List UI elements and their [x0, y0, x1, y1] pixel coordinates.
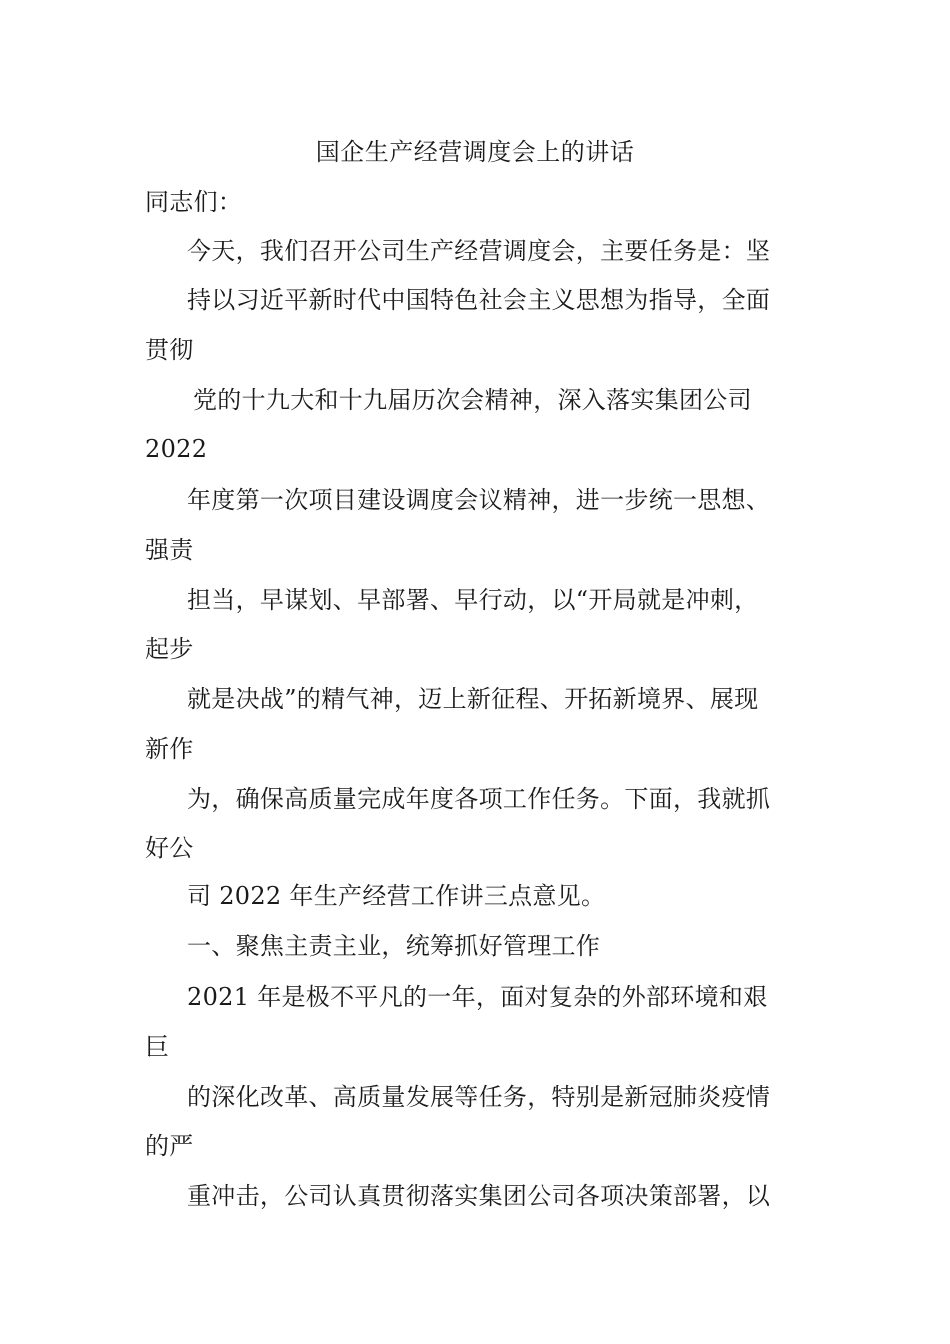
paragraph-line: 的深化改革、高质量发展等任务，特别是新冠肺炎疫情: [187, 1083, 771, 1111]
section-heading: 一、聚焦主责主业，统筹抓好管理工作: [187, 932, 601, 960]
paragraph-line: 担当，早谋划、早部署、早行动，以“开局就是冲刺，: [187, 586, 759, 614]
paragraph-line: 2022: [145, 435, 208, 463]
paragraph-line: 2021 年是极不平凡的一年，面对复杂的外部环境和艰: [187, 983, 768, 1011]
paragraph-line: 司 2022 年生产经营工作讲三点意见。: [187, 882, 606, 910]
paragraph-line: 党的十九大和十九届历次会精神，深入落实集团公司: [193, 386, 752, 414]
paragraph-line: 新作: [145, 735, 194, 763]
paragraph-line: 巨: [145, 1033, 170, 1061]
document-title: 国企生产经营调度会上的讲话: [315, 138, 635, 166]
paragraph-line: 就是决战”的精气神，迈上新征程、开拓新境界、展现: [187, 685, 759, 713]
paragraph-line: 好公: [145, 834, 194, 862]
paragraph-line: 的严: [145, 1132, 194, 1160]
greeting: 同志们：: [145, 188, 243, 216]
paragraph-line: 重冲击，公司认真贯彻落实集团公司各项决策部署，以: [187, 1182, 771, 1210]
paragraph-line: 持以习近平新时代中国特色社会主义思想为指导，全面: [187, 286, 771, 314]
paragraph-line: 起步: [145, 635, 194, 663]
paragraph-line: 贯彻: [145, 336, 194, 364]
paragraph-line: 今天，我们召开公司生产经营调度会，主要任务是：坚: [187, 237, 771, 265]
paragraph-line: 年度第一次项目建设调度会议精神，进一步统一思想、: [187, 486, 771, 514]
paragraph-line: 为，确保高质量完成年度各项工作任务。下面，我就抓: [187, 785, 771, 813]
paragraph-line: 强责: [145, 536, 194, 564]
